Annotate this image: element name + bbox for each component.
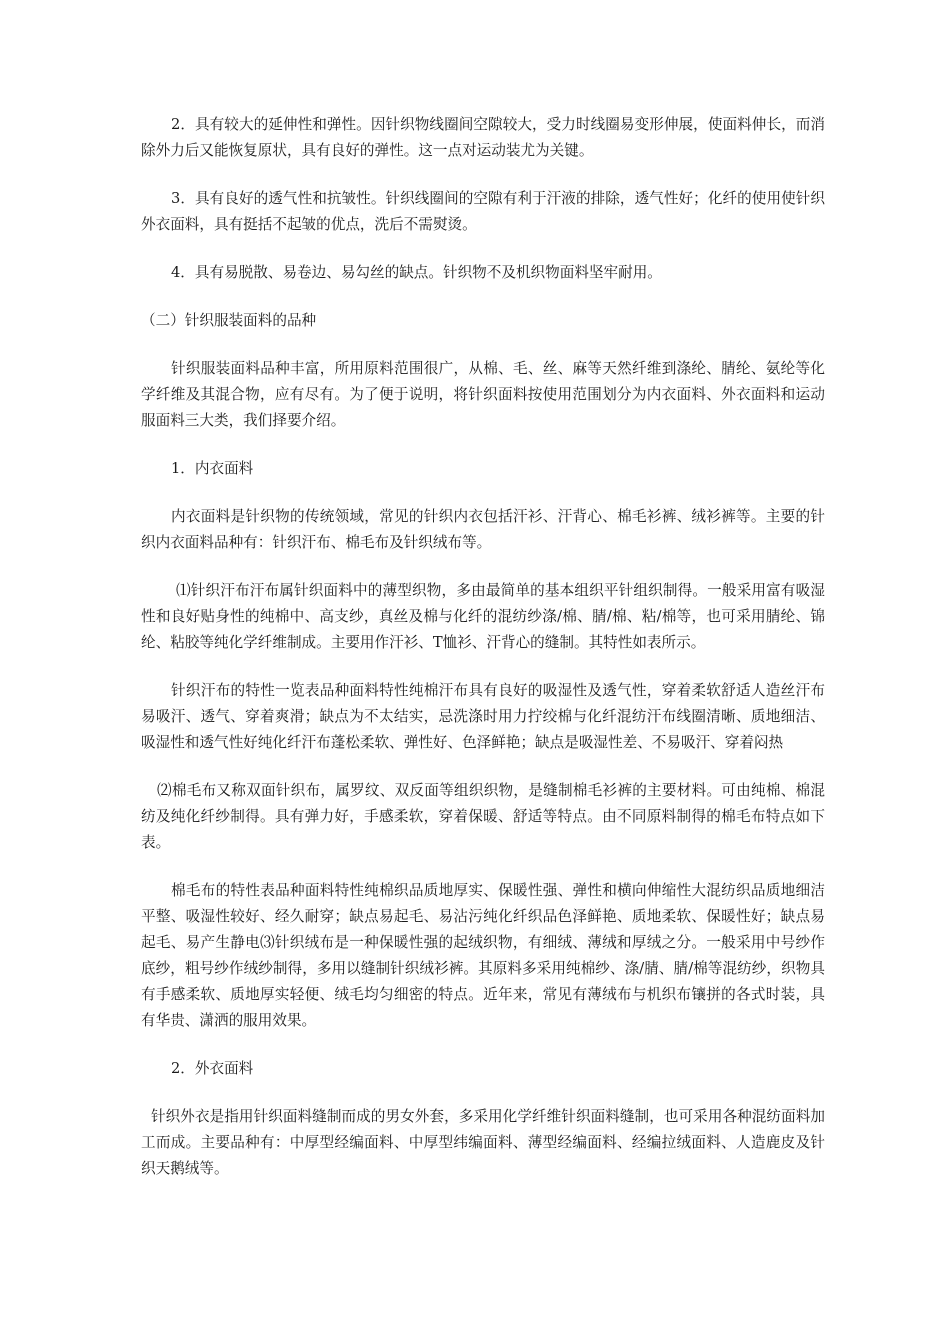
paragraph-varieties-intro: 针织服装面料品种丰富，所用原料范围很广，从棉、毛、丝、麻等天然纤维到涤纶、腈纶、氨纶等化学纤维及其混合物，应有尽有。为了便于说明，将针织面料按使用范围划分为内衣面料、外衣面料和运动服面料三大类，我们择要介绍。: [141, 360, 825, 429]
spacer: [141, 286, 825, 308]
spacer: [141, 164, 825, 186]
paragraph-underwear-fabric: 内衣面料是针织物的传统领域，常见的针织内衣包括汗衫、汗背心、棉毛衫裤、绒衫裤等。主要的针织内衣面料品种有：针织汗布、棉毛布及针织绒布等。: [141, 508, 825, 551]
paragraph-interlock: ⑵棉毛布又称双面针织布，属罗纹、双反面等组织织物，是缝制棉毛衫裤的主要材料。可由纯棉、棉混纺及纯化纤纱制得。具有弹力好，手感柔软，穿着保暖、舒适等特点。由不同原料制得的棉毛布特点如下表。: [141, 782, 825, 851]
spacer: [141, 482, 825, 504]
spacer: [141, 556, 825, 578]
paragraph-interlock-table: 棉毛布的特性表品种面料特性纯棉织品质地厚实、保暖性强、弹性和横向伸缩性大混纺织品质地细洁平整、吸湿性较好、经久耐穿；缺点易起毛、易沾污纯化纤织品色泽鲜艳、质地柔软、保暖性好；缺点易起毛、易产生静电⑶针织绒布是一种保暖性强的起绒织物，有细绒、薄绒和厚绒之分。一般采用中号纱作底纱，粗号纱作绒纱制得，多用以缝制针织绒衫裤。其原料多采用纯棉纱、涤/腈、腈/棉等混纺纱，织物具有手感柔软、质地厚实轻便、绒毛均匀细密的特点。近年来，常见有薄绒布与机织布镶拼的各式时装，具有华贵、潇洒的服用效果。: [141, 882, 825, 1029]
document-page: [141, 112, 825, 1182]
paragraph-outerwear-fabric: 针织外衣是指用针织面料缝制而成的男女外套，多采用化学纤维针织面料缝制，也可采用各种混纺面料加工而成。主要品种有：中厚型经编面料、中厚型纬编面料、薄型经编面料、经编拉绒面料、人造鹿皮及针织天鹅绒等。: [141, 1108, 825, 1177]
spacer: [141, 1034, 825, 1056]
spacer: [141, 1082, 825, 1104]
spacer: [141, 656, 825, 678]
spacer: [141, 434, 825, 456]
section-heading-varieties: （二）针织服装面料的品种: [141, 312, 317, 329]
paragraph-jersey-table: 针织汗布的特性一览表品种面料特性纯棉汗布具有良好的吸湿性及透气性，穿着柔软舒适人造丝汗布易吸汗、透气、穿着爽滑；缺点为不太结实，忌洗涤时用力拧绞棉与化纤混纺汗布线圈清晰、质地细洁、吸湿性和透气性好纯化纤汗布蓬松柔软、弹性好、色泽鲜艳；缺点是吸湿性差、不易吸汗、穿着闷热: [141, 682, 825, 751]
spacer: [141, 334, 825, 356]
spacer: [141, 856, 825, 878]
paragraph-jersey: ⑴针织汗布汗布属针织面料中的薄型织物，多由最简单的基本组织平针组织制得。一般采用富有吸湿性和良好贴身性的纯棉中、高支纱，真丝及棉与化纤的混纺纱涤/棉、腈/棉、粘/棉等，也可采用腈纶、锦纶、粘胶等纯化学纤维制成。主要用作汗衫、T恤衫、汗背心的缝制。其特性如表所示。: [141, 582, 825, 651]
subheading-underwear-fabric: 1．内衣面料: [171, 460, 254, 477]
spacer: [141, 756, 825, 778]
paragraph-disadvantages: 4．具有易脱散、易卷边、易勾丝的缺点。针织物不及机织物面料坚牢耐用。: [171, 264, 662, 281]
subheading-outerwear-fabric: 2．外衣面料: [171, 1060, 254, 1077]
spacer: [141, 238, 825, 260]
paragraph-elasticity: 2．具有较大的延伸性和弹性。因针织物线圈间空隙较大，受力时线圈易变形伸展，使面料伸长，而消除外力后又能恢复原状，具有良好的弹性。这一点对运动装尤为关键。: [141, 116, 825, 159]
paragraph-breathability: 3．具有良好的透气性和抗皱性。针织线圈间的空隙有利于汗液的排除，透气性好；化纤的使用使针织外衣面料，具有挺括不起皱的优点，洗后不需熨烫。: [141, 190, 825, 233]
